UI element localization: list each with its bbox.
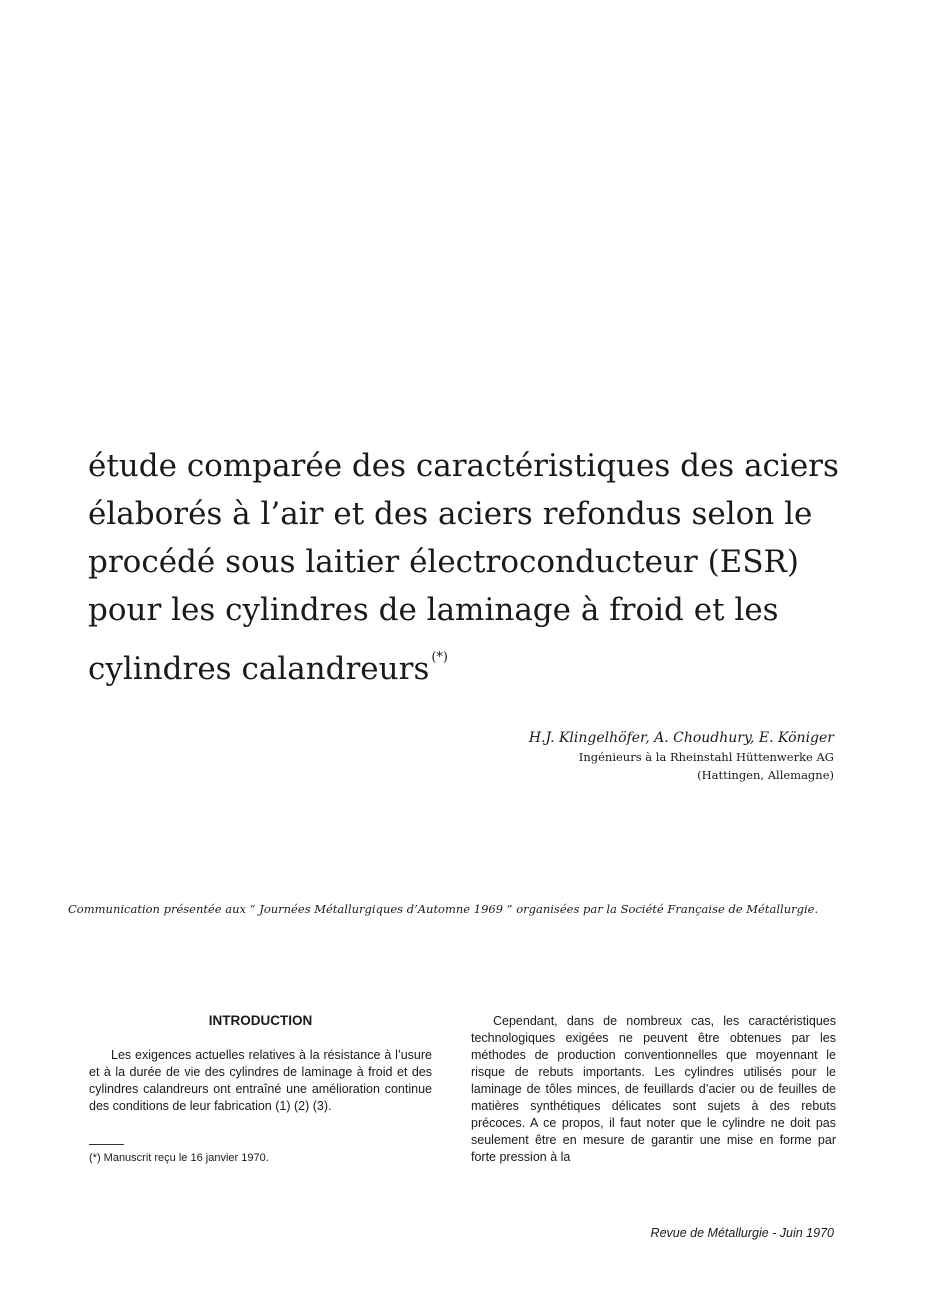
title-line-3: procédé sous laitier électroconducteur (ESR) (88, 544, 799, 580)
right-column (471, 1013, 836, 1166)
affiliation-line-1: Ingénieurs à la Rheinstahl Hüttenwerke AG (578, 750, 834, 764)
title-line-1: étude comparée des caractéristiques des aciers (88, 448, 839, 484)
title-line-5-text: cylindres calandreurs (88, 651, 430, 687)
running-footer: Revue de Métallurgie - Juin 1970 (650, 1226, 834, 1240)
footnote-divider (89, 1144, 124, 1145)
communication-note: Communication présentée aux “ Journées Métallurgiques d’Automne 1969 ” organisées par la Société Française de Métallurgie. (68, 902, 819, 916)
body-paragraph: Cependant, dans de nombreux cas, les caractéristiques technologiques exigées ne peuvent être obtenues par les méthodes de production conventionnelles que moyennant le risque de rebuts importants. Les cylindres utilisés pour le laminage de tôles minces, de feuillards d’acier ou de feuilles de matières synthétiques délicates sont sujets à des rebuts précoces. A ce propos, il faut noter que le cylindre ne doit pas seulement être en mesure de garantir une mise en forme par forte pression à la (471, 1014, 836, 1164)
author-names: H.J. Klingelhöfer, A. Choudhury, E. Königer (528, 730, 834, 746)
introduction-paragraph: Les exigences actuelles relatives à la résistance à l’usure et à la durée de vie des cylindres de laminage à froid et des cylindres calandreurs ont entraîné une amélioration continue des conditions de leur fabrication (1) (2) (3). (89, 1048, 432, 1113)
introduction-heading: INTRODUCTION (208, 1013, 313, 1028)
affiliation-line-2: (Hattingen, Allemagne) (697, 768, 834, 782)
left-column (89, 1012, 432, 1166)
author-block (529, 728, 834, 784)
title-line-5 (88, 634, 848, 693)
title-footnote-marker: (*) (431, 650, 449, 665)
title-line-2: élaborés à l’air et des aciers refondus selon le (88, 496, 813, 532)
article-title (88, 442, 848, 693)
footnote-manuscript: (*) Manuscrit reçu le 16 janvier 1970. (89, 1152, 269, 1164)
title-line-4: pour les cylindres de laminage à froid et les (88, 592, 779, 628)
